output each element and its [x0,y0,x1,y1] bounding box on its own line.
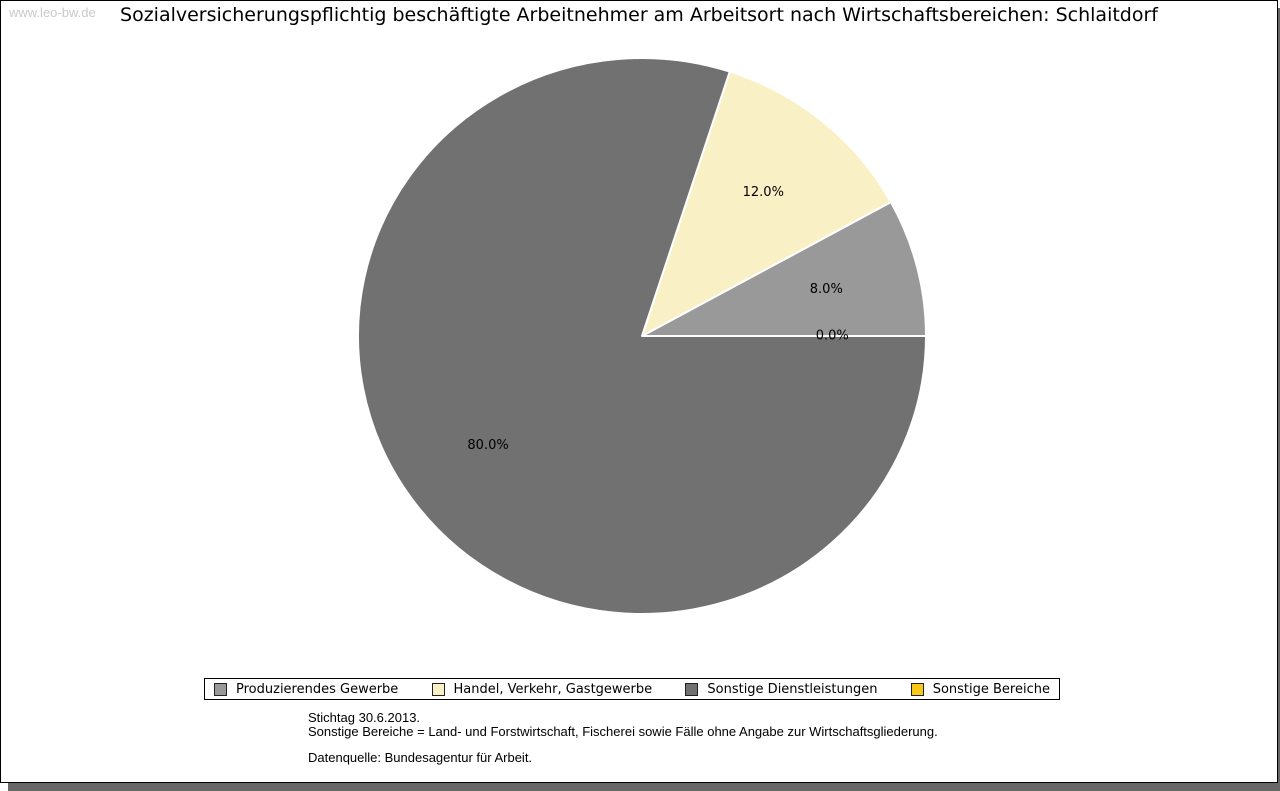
footnotes [308,711,938,765]
legend-item [911,682,1050,697]
legend-label: Handel, Verkehr, Gastgewerbe [453,681,653,697]
legend-item [432,682,653,697]
footnote-stichtag: Stichtag 30.6.2013. [308,710,421,725]
legend-label: Sonstige Bereiche [932,681,1050,697]
pie-slice-label: 0.0% [815,328,849,344]
legend-item [685,682,877,697]
pie-slice-label: 12.0% [742,184,784,200]
legend [204,678,1060,700]
legend-item [214,682,398,697]
footnote-datenquelle: Datenquelle: Bundesagentur für Arbeit. [308,750,533,765]
legend-swatch [911,683,924,696]
legend-label: Sonstige Dienstleistungen [707,681,878,697]
legend-swatch [685,683,698,696]
pie-slice-label: 80.0% [467,437,509,453]
chart-title: Sozialversicherungspflichtig beschäftigte Arbeitnehmer am Arbeitsort nach Wirtschaftsbereichen: Schlaitdorf [120,4,1158,26]
legend-label: Produzierendes Gewerbe [236,681,399,697]
watermark: www.leo-bw.de [9,5,96,20]
legend-swatch [432,683,445,696]
footnote-definition: Sonstige Bereiche = Land- und Forstwirtschaft, Fischerei sowie Fälle ohne Angabe zur Wirtschaftsgliederung. [308,724,938,739]
pie-chart [1,1,1280,661]
legend-swatch [214,683,227,696]
pie-slice-label: 8.0% [809,282,843,298]
